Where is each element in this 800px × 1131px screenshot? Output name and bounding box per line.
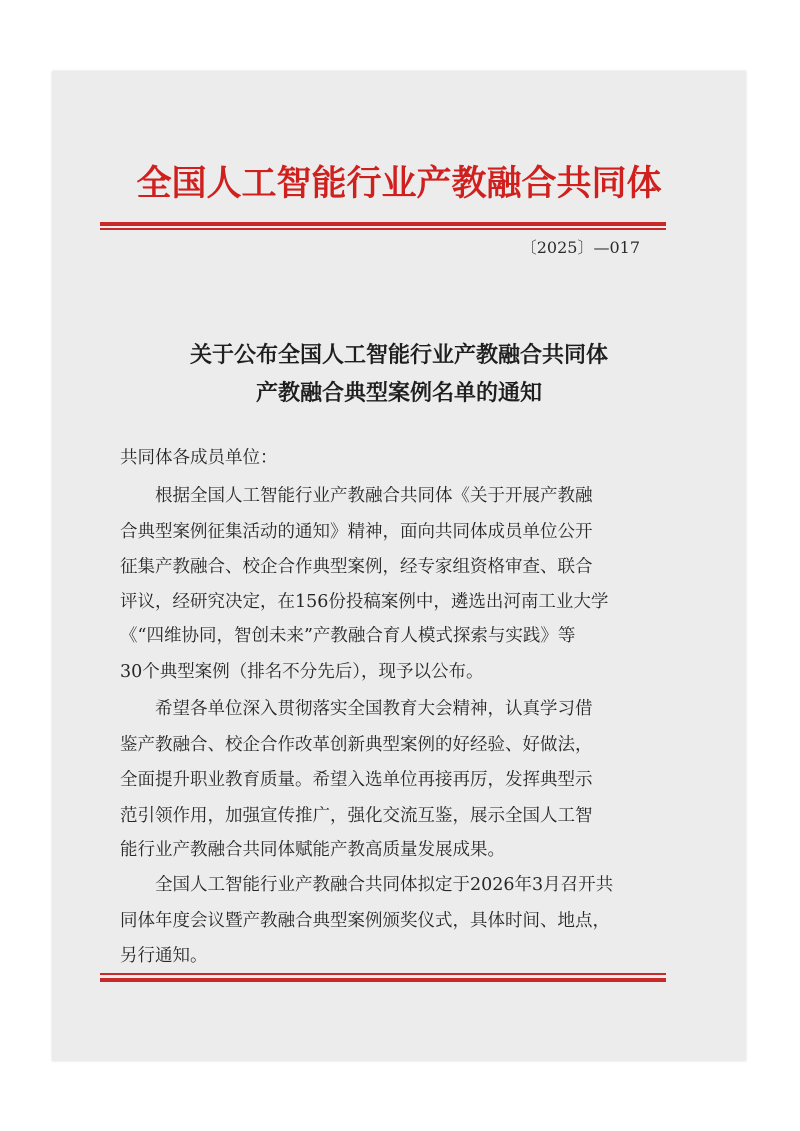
paragraph-1-line: 合典型案例征集活动的通知》精神，面向共同体成员单位公开 <box>120 522 593 542</box>
paragraph-1-line: 30个典型案例（排名不分先后），现予以公布。 <box>120 662 484 682</box>
header-rule-thick <box>100 222 666 226</box>
paragraph-1-line: 根据全国人工智能行业产教融合共同体《关于开展产教融 <box>120 486 593 506</box>
footer-rule-thick <box>100 978 666 982</box>
paragraph-1-line: 征集产教融合、校企合作典型案例，经专家组资格审查、联合 <box>120 557 593 577</box>
paragraph-2-line: 希望各单位深入贯彻落实全国教育大会精神，认真学习借 <box>120 699 593 719</box>
document-number: 〔2025〕—017 <box>520 238 640 257</box>
paragraph-3-line: 全国人工智能行业产教融合共同体拟定于2026年3月召开共 <box>120 875 614 895</box>
organization-header: 全国人工智能行业产教融合共同体 <box>136 163 662 204</box>
paragraph-2-line: 鉴产教融合、校企合作改革创新典型案例的好经验、好做法， <box>120 735 593 755</box>
paragraph-2-line: 范引领作用，加强宣传推广，强化交流互鉴，展示全国人工智 <box>120 806 593 826</box>
paragraph-1-line: 评议，经研究决定，在156份投稿案例中，遴选出河南工业大学 <box>120 592 609 612</box>
paragraph-3-line: 同体年度会议暨产教融合典型案例颁奖仪式，具体时间、地点， <box>120 911 610 931</box>
paragraph-2-line: 全面提升职业教育质量。希望入选单位再接再厉，发挥典型示 <box>120 770 593 790</box>
notice-title-line-2: 产教融合典型案例名单的通知 <box>255 380 542 406</box>
paragraph-1-line: 《“四维协同，智创未来”产教融合育人模式探索与实践》等 <box>120 626 576 646</box>
header-rule-thin <box>100 228 666 230</box>
salutation: 共同体各成员单位： <box>120 448 278 468</box>
paragraph-3-line: 另行通知。 <box>120 946 208 966</box>
notice-title-line-1: 关于公布全国人工智能行业产教融合共同体 <box>189 342 608 368</box>
footer-rule-thin <box>100 973 666 975</box>
paragraph-2-line: 能行业产教融合共同体赋能产教高质量发展成果。 <box>120 840 505 860</box>
